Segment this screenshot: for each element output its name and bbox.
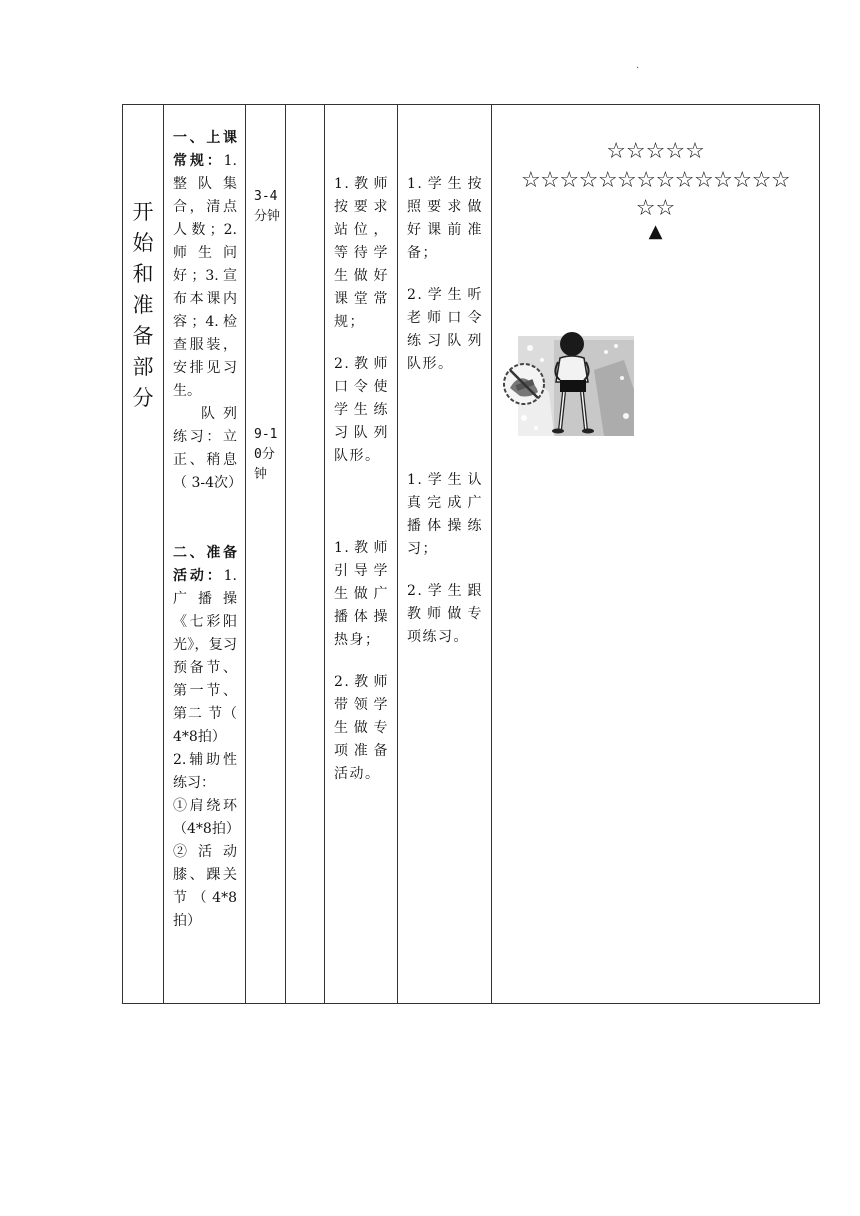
teacher-position-marker: ▲: [648, 221, 663, 242]
section-title-char: 分: [132, 386, 154, 410]
page-mark: .: [636, 60, 640, 71]
part2-block: [173, 542, 237, 749]
table-row: [123, 105, 820, 1004]
time-2: 9-10分钟: [254, 427, 278, 482]
student-cell: [398, 105, 492, 1004]
section-title-char: 准: [132, 293, 154, 317]
part1-drill-text: 队列练习：立正、稍息（ 3-4次）: [173, 406, 242, 491]
part2-item2: ②活动膝、踝关节（4*8拍）: [173, 844, 237, 929]
standing-at-ease-illustration: [494, 330, 634, 442]
student-p1: 1.学生按照要求做好课前准备；: [407, 176, 483, 261]
section-cell: [123, 105, 164, 1004]
section-title: [123, 197, 163, 414]
student-p2: 2.学生听老师口令练习队列队形。: [407, 287, 483, 372]
part1-heading: 一、上课常规：: [173, 130, 237, 169]
formation-row-1: ☆☆☆☆☆: [606, 139, 705, 164]
formation-row-3: ☆☆: [635, 196, 676, 221]
part1-block: [173, 127, 237, 403]
part2-item1: ①肩绕环（4*8拍）: [173, 798, 240, 837]
time-1: 3-4分钟: [254, 189, 281, 224]
time-cell: [246, 105, 286, 1004]
formation-row-2: ☆☆☆☆☆☆☆☆☆☆☆☆☆☆: [520, 168, 791, 193]
part2-heading: 二、准备活动：: [173, 545, 237, 584]
section-title-char: 部: [132, 355, 154, 379]
blank-cell: [286, 105, 325, 1004]
student-p4: 2.学生跟教师做专项练习。: [407, 583, 483, 645]
part1-drill: [173, 403, 242, 495]
teacher-p2: 2.教师口令使学生练习队列队形。: [334, 356, 389, 464]
section-title-char: 备: [132, 324, 154, 348]
student-p3: 1.学生认真完成广播体操练习；: [407, 472, 483, 557]
part2-aux: 2.辅助性练习：: [173, 752, 237, 791]
section-title-char: 始: [132, 231, 154, 255]
content-cell: [164, 105, 246, 1004]
teacher-p4: 2.教师带领学生做专项准备活动。: [334, 674, 389, 782]
student-at-ease-icon: [494, 330, 634, 442]
part1-text: 1.整队集合，清点人数；2.师生问好；3.宣布本课内容；4.检查服装，安排见习生。: [173, 153, 237, 399]
teacher-p1: 1.教师按要求站位，等待学生做好课堂常规；: [334, 176, 389, 330]
section-title-char: 开: [132, 200, 154, 224]
section-title-char: 和: [132, 262, 154, 286]
teacher-cell: [325, 105, 398, 1004]
formation-cell: [492, 105, 820, 1004]
part2-text: 1.广播操《七彩阳光》，复习预备节、第一节、第二 节（ 4*8拍）: [173, 568, 237, 745]
teacher-p3: 1.教师引导学生做广播体操热身；: [334, 540, 389, 648]
lesson-plan-table: [122, 104, 820, 1004]
